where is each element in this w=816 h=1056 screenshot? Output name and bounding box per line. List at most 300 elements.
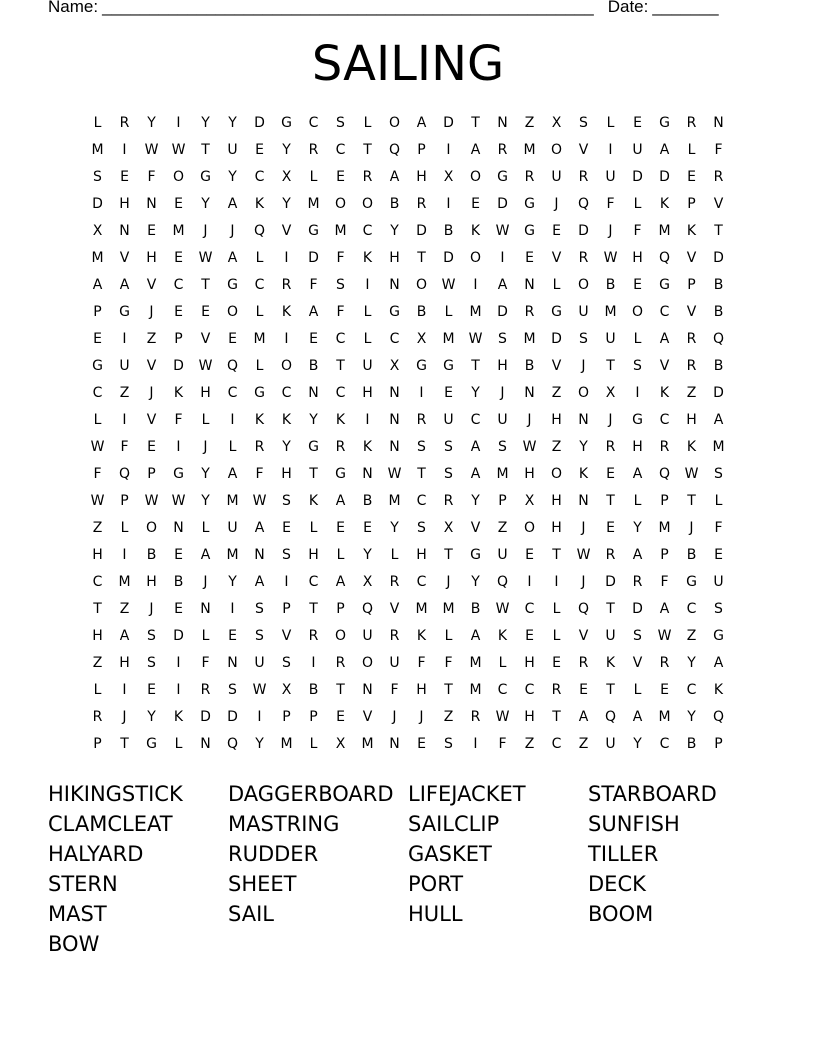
grid-letter: G bbox=[686, 574, 697, 590]
grid-letter: L bbox=[498, 655, 507, 671]
grid-letter: V bbox=[632, 655, 643, 671]
grid-letter: Y bbox=[228, 115, 237, 131]
grid-letter: I bbox=[500, 250, 505, 266]
grid-letter: U bbox=[227, 142, 238, 158]
grid-letter: E bbox=[174, 601, 183, 617]
grid-letter: T bbox=[363, 142, 372, 158]
grid-letter: Y bbox=[363, 547, 372, 563]
grid-letter: V bbox=[713, 196, 724, 212]
grid-letter: U bbox=[713, 574, 724, 590]
grid-letter: E bbox=[174, 547, 183, 563]
grid-letter: C bbox=[686, 601, 697, 617]
grid-letter: D bbox=[713, 250, 724, 266]
grid-letter: D bbox=[605, 574, 616, 590]
grid-letter: O bbox=[577, 277, 590, 293]
grid-letter: R bbox=[389, 574, 400, 590]
grid-letter: Z bbox=[443, 709, 454, 725]
grid-letter: K bbox=[605, 655, 616, 671]
grid-letter: E bbox=[174, 196, 183, 212]
grid-letter: S bbox=[282, 547, 291, 563]
grid-letter: N bbox=[578, 493, 589, 509]
grid-letter: Y bbox=[687, 709, 696, 725]
grid-letter: N bbox=[524, 385, 535, 401]
grid-letter: E bbox=[525, 628, 534, 644]
grid-letter: J bbox=[203, 574, 208, 590]
grid-letter: V bbox=[281, 628, 292, 644]
grid-letter: A bbox=[416, 115, 427, 131]
grid-letter: A bbox=[119, 628, 130, 644]
grid-letter: E bbox=[552, 223, 561, 239]
grid-letter: W bbox=[657, 628, 672, 644]
grid-letter: G bbox=[146, 736, 157, 752]
grid-letter: I bbox=[419, 385, 424, 401]
grid-letter: R bbox=[92, 709, 103, 725]
grid-letter: K bbox=[659, 385, 670, 401]
grid-letter: E bbox=[417, 736, 426, 752]
grid-letter: M bbox=[415, 601, 428, 617]
grid-letter: K bbox=[470, 223, 481, 239]
grid-letter: Y bbox=[201, 196, 210, 212]
grid-letter: T bbox=[714, 223, 723, 239]
grid-letter: M bbox=[334, 223, 347, 239]
grid-letter: D bbox=[227, 709, 238, 725]
grid-letter: N bbox=[524, 277, 535, 293]
grid-letter: W bbox=[441, 277, 456, 293]
grid-letter: N bbox=[389, 412, 400, 428]
grid-letter: P bbox=[174, 331, 183, 347]
grid-letter: Y bbox=[687, 655, 696, 671]
grid-letter: I bbox=[635, 385, 640, 401]
grid-letter: A bbox=[254, 520, 265, 536]
grid-letter: T bbox=[606, 682, 615, 698]
grid-letter: P bbox=[120, 493, 129, 509]
grid-letter: N bbox=[308, 385, 319, 401]
grid-letter: L bbox=[363, 115, 372, 131]
grid-letter: R bbox=[686, 358, 697, 374]
grid-letter: G bbox=[92, 358, 103, 374]
grid-letter: E bbox=[147, 682, 156, 698]
grid-letter: U bbox=[497, 547, 508, 563]
grid-letter: S bbox=[444, 439, 453, 455]
grid-letter: M bbox=[469, 655, 482, 671]
grid-letter: T bbox=[93, 601, 102, 617]
grid-letter: Z bbox=[686, 385, 697, 401]
grid-letter: Q bbox=[658, 250, 671, 266]
grid-letter: Q bbox=[712, 331, 725, 347]
grid-letter: I bbox=[446, 196, 451, 212]
grid-letter: G bbox=[281, 115, 292, 131]
grid-letter: X bbox=[551, 115, 562, 131]
grid-letter: D bbox=[443, 250, 454, 266]
grid-letter: H bbox=[146, 250, 157, 266]
grid-letter: B bbox=[713, 277, 724, 293]
word-list-item: SUNFISH bbox=[588, 812, 680, 836]
grid-letter: Z bbox=[119, 601, 130, 617]
grid-letter: T bbox=[120, 736, 129, 752]
grid-letter: U bbox=[632, 142, 643, 158]
grid-letter: S bbox=[444, 736, 453, 752]
grid-letter: X bbox=[443, 169, 454, 185]
grid-letter: E bbox=[174, 304, 183, 320]
grid-letter: V bbox=[146, 277, 157, 293]
grid-letter: H bbox=[497, 358, 508, 374]
grid-letter: S bbox=[579, 115, 588, 131]
word-list-item: MAST bbox=[48, 902, 107, 926]
word-list-item: HIKINGSTICK bbox=[48, 782, 183, 806]
grid-letter: Y bbox=[147, 709, 156, 725]
grid-letter: X bbox=[335, 736, 346, 752]
grid-letter: W bbox=[495, 601, 510, 617]
grid-letter: E bbox=[147, 223, 156, 239]
grid-letter: U bbox=[443, 412, 454, 428]
grid-letter: E bbox=[147, 439, 156, 455]
grid-letter: Y bbox=[390, 223, 399, 239]
name-label: Name: bbox=[48, 0, 99, 16]
grid-letter: E bbox=[606, 466, 615, 482]
grid-letter: V bbox=[146, 358, 157, 374]
grid-letter: L bbox=[255, 304, 264, 320]
grid-letter: W bbox=[252, 682, 267, 698]
grid-letter: L bbox=[255, 250, 264, 266]
word-list-item: BOW bbox=[48, 932, 100, 956]
grid-letter: J bbox=[581, 574, 586, 590]
grid-letter: T bbox=[687, 493, 696, 509]
grid-letter: A bbox=[227, 196, 238, 212]
grid-letter: J bbox=[527, 412, 532, 428]
grid-letter: J bbox=[608, 223, 613, 239]
word-list-item: BOOM bbox=[588, 902, 654, 926]
grid-letter: W bbox=[468, 331, 483, 347]
grid-letter: T bbox=[336, 358, 345, 374]
grid-letter: G bbox=[173, 466, 184, 482]
grid-letter: O bbox=[172, 169, 185, 185]
grid-letter: L bbox=[363, 304, 372, 320]
grid-letter: H bbox=[308, 547, 319, 563]
grid-letter: F bbox=[390, 682, 399, 698]
grid-row bbox=[84, 191, 732, 218]
grid-letter: Z bbox=[92, 520, 103, 536]
grid-letter: X bbox=[92, 223, 103, 239]
grid-letter: I bbox=[365, 412, 370, 428]
grid-letter: J bbox=[230, 223, 235, 239]
grid-letter: U bbox=[227, 520, 238, 536]
grid-letter: A bbox=[335, 574, 346, 590]
grid-letter: F bbox=[633, 223, 642, 239]
grid-letter: K bbox=[416, 628, 427, 644]
page-title: SAILING bbox=[311, 36, 505, 92]
grid-letter: D bbox=[443, 115, 454, 131]
grid-letter: D bbox=[92, 196, 103, 212]
grid-letter: E bbox=[201, 304, 210, 320]
grid-letter: N bbox=[227, 655, 238, 671]
grid-letter: F bbox=[444, 655, 453, 671]
grid-letter: M bbox=[91, 250, 104, 266]
grid-letter: J bbox=[554, 196, 559, 212]
grid-letter: C bbox=[416, 574, 427, 590]
grid-letter: S bbox=[147, 655, 156, 671]
grid-letter: F bbox=[714, 142, 723, 158]
grid-letter: K bbox=[254, 196, 265, 212]
grid-letter: L bbox=[228, 439, 237, 455]
grid-letter: U bbox=[605, 628, 616, 644]
grid-letter: Z bbox=[686, 628, 697, 644]
grid-letter: I bbox=[473, 277, 478, 293]
grid-letter: Y bbox=[471, 493, 480, 509]
grid-letter: P bbox=[660, 493, 669, 509]
grid-letter: T bbox=[417, 250, 426, 266]
grid-letter: P bbox=[417, 142, 426, 158]
grid-letter: P bbox=[93, 304, 102, 320]
grid-letter: B bbox=[389, 196, 400, 212]
grid-letter: U bbox=[362, 628, 373, 644]
grid-letter: P bbox=[147, 466, 156, 482]
grid-letter: N bbox=[578, 412, 589, 428]
grid-letter: I bbox=[311, 655, 316, 671]
grid-letter: H bbox=[416, 682, 427, 698]
grid-letter: V bbox=[659, 358, 670, 374]
word-list-item: GASKET bbox=[408, 842, 492, 866]
grid-letter: Z bbox=[524, 115, 535, 131]
grid-row bbox=[84, 137, 732, 164]
grid-letter: D bbox=[308, 250, 319, 266]
grid-letter: S bbox=[633, 358, 642, 374]
grid-letter: Y bbox=[201, 493, 210, 509]
grid-letter: R bbox=[416, 196, 427, 212]
grid-letter: E bbox=[471, 196, 480, 212]
grid-letter: S bbox=[147, 628, 156, 644]
grid-letter: W bbox=[171, 142, 186, 158]
grid-letter: G bbox=[389, 304, 400, 320]
grid-letter: L bbox=[309, 520, 318, 536]
grid-letter: S bbox=[498, 331, 507, 347]
grid-letter: C bbox=[362, 223, 373, 239]
grid-letter: Y bbox=[633, 736, 642, 752]
grid-letter: B bbox=[686, 736, 697, 752]
grid-letter: M bbox=[226, 493, 239, 509]
grid-letter: S bbox=[255, 601, 264, 617]
name-field[interactable]: ____________________________________________________ bbox=[102, 0, 594, 16]
grid-letter: A bbox=[632, 466, 643, 482]
grid-letter: D bbox=[254, 115, 265, 131]
grid-letter: V bbox=[686, 250, 697, 266]
grid-letter: S bbox=[228, 682, 237, 698]
grid-letter: U bbox=[254, 655, 265, 671]
grid-letter: A bbox=[659, 142, 670, 158]
grid-letter: E bbox=[579, 682, 588, 698]
grid-letter: A bbox=[497, 277, 508, 293]
grid-letter: I bbox=[554, 574, 559, 590]
grid-letter: Y bbox=[282, 196, 291, 212]
grid-letter: N bbox=[119, 223, 130, 239]
grid-letter: B bbox=[362, 493, 373, 509]
grid-letter: O bbox=[523, 520, 536, 536]
grid-letter: I bbox=[446, 142, 451, 158]
word-list-item: MASTRING bbox=[228, 812, 340, 836]
grid-letter: L bbox=[120, 520, 129, 536]
grid-letter: V bbox=[551, 358, 562, 374]
grid-letter: T bbox=[417, 466, 426, 482]
grid-letter: B bbox=[713, 304, 724, 320]
grid-letter: W bbox=[495, 709, 510, 725]
grid-letter: D bbox=[173, 358, 184, 374]
grid-letter: M bbox=[469, 304, 482, 320]
grid-letter: A bbox=[200, 547, 211, 563]
grid-letter: R bbox=[659, 655, 670, 671]
word-list-item: HULL bbox=[408, 902, 463, 926]
grid-letter: D bbox=[416, 223, 427, 239]
grid-letter: Z bbox=[524, 736, 535, 752]
grid-letter: N bbox=[200, 736, 211, 752]
grid-letter: I bbox=[473, 736, 478, 752]
grid-letter: Z bbox=[578, 736, 589, 752]
grid-letter: E bbox=[714, 547, 723, 563]
grid-letter: Y bbox=[282, 142, 291, 158]
grid-letter: E bbox=[120, 169, 129, 185]
grid-letter: O bbox=[361, 655, 374, 671]
grid-letter: C bbox=[524, 601, 535, 617]
grid-letter: I bbox=[176, 439, 181, 455]
grid-letter: N bbox=[389, 439, 400, 455]
grid-row bbox=[84, 569, 732, 596]
grid-letter: Q bbox=[604, 709, 617, 725]
grid-letter: K bbox=[659, 196, 670, 212]
word-list bbox=[48, 779, 768, 959]
grid-letter: R bbox=[632, 574, 643, 590]
grid-letter: D bbox=[713, 385, 724, 401]
grid-letter: W bbox=[144, 493, 159, 509]
grid-letter: R bbox=[119, 115, 130, 131]
grid-letter: A bbox=[713, 412, 724, 428]
grid-letter: L bbox=[93, 682, 102, 698]
grid-letter: I bbox=[122, 142, 127, 158]
grid-letter: W bbox=[171, 493, 186, 509]
grid-letter: D bbox=[497, 196, 508, 212]
grid-letter: A bbox=[254, 574, 265, 590]
grid-letter: M bbox=[604, 304, 617, 320]
grid-letter: L bbox=[552, 277, 561, 293]
grid-letter: A bbox=[227, 466, 238, 482]
grid-letter: I bbox=[284, 331, 289, 347]
grid-letter: G bbox=[443, 358, 454, 374]
grid-letter: U bbox=[578, 304, 589, 320]
grid-letter: C bbox=[470, 412, 481, 428]
grid-letter: K bbox=[281, 412, 292, 428]
grid-letter: O bbox=[577, 385, 590, 401]
grid-letter: L bbox=[309, 169, 318, 185]
grid-letter: S bbox=[714, 601, 723, 617]
grid-letter: A bbox=[470, 628, 481, 644]
grid-letter: C bbox=[335, 331, 346, 347]
grid-letter: R bbox=[578, 655, 589, 671]
grid-row bbox=[84, 542, 732, 569]
grid-letter: G bbox=[524, 223, 535, 239]
grid-letter: J bbox=[581, 358, 586, 374]
grid-letter: N bbox=[146, 196, 157, 212]
grid-letter: M bbox=[91, 142, 104, 158]
grid-letter: X bbox=[281, 169, 292, 185]
grid-letter: Y bbox=[147, 115, 156, 131]
grid-letter: E bbox=[174, 250, 183, 266]
grid-letter: D bbox=[173, 628, 184, 644]
grid-letter: V bbox=[686, 304, 697, 320]
grid-letter: Q bbox=[388, 142, 401, 158]
header-line bbox=[48, 0, 719, 17]
grid-letter: I bbox=[176, 115, 181, 131]
grid-letter: T bbox=[309, 466, 318, 482]
grid-letter: I bbox=[608, 142, 613, 158]
grid-letter: R bbox=[308, 142, 319, 158]
grid-row bbox=[84, 731, 732, 758]
grid-letter: L bbox=[201, 520, 210, 536]
grid-letter: S bbox=[417, 520, 426, 536]
grid-letter: C bbox=[524, 682, 535, 698]
grid-letter: S bbox=[444, 466, 453, 482]
grid-letter: B bbox=[416, 304, 427, 320]
grid-letter: N bbox=[362, 682, 373, 698]
grid-letter: U bbox=[389, 655, 400, 671]
grid-letter: J bbox=[149, 304, 154, 320]
grid-letter: G bbox=[308, 439, 319, 455]
grid-letter: R bbox=[686, 115, 697, 131]
grid-letter: E bbox=[336, 520, 345, 536]
grid-letter: I bbox=[122, 682, 127, 698]
grid-row bbox=[84, 515, 732, 542]
grid-letter: H bbox=[686, 412, 697, 428]
grid-letter: P bbox=[93, 736, 102, 752]
grid-letter: S bbox=[336, 115, 345, 131]
grid-letter: R bbox=[578, 169, 589, 185]
grid-letter: C bbox=[416, 493, 427, 509]
grid-letter: E bbox=[525, 547, 534, 563]
grid-letter: F bbox=[498, 736, 507, 752]
grid-letter: Q bbox=[118, 466, 131, 482]
grid-letter: H bbox=[524, 655, 535, 671]
grid-letter: L bbox=[633, 493, 642, 509]
word-list-item: SHEET bbox=[228, 872, 297, 896]
grid-letter: E bbox=[525, 250, 534, 266]
grid-letter: M bbox=[172, 223, 185, 239]
grid-letter: L bbox=[633, 331, 642, 347]
grid-row bbox=[84, 596, 732, 623]
grid-letter: L bbox=[633, 682, 642, 698]
grid-letter: N bbox=[713, 115, 724, 131]
date-field[interactable]: _______ bbox=[652, 0, 719, 16]
grid-letter: F bbox=[147, 169, 156, 185]
grid-letter: F bbox=[417, 655, 426, 671]
grid-letter: B bbox=[308, 682, 319, 698]
grid-letter: F bbox=[714, 520, 723, 536]
grid-letter: M bbox=[118, 574, 131, 590]
grid-letter: A bbox=[659, 331, 670, 347]
grid-letter: S bbox=[498, 439, 507, 455]
grid-letter: M bbox=[523, 331, 536, 347]
grid-letter: Q bbox=[712, 709, 725, 725]
grid-letter: D bbox=[632, 601, 643, 617]
grid-letter: U bbox=[605, 736, 616, 752]
grid-letter: T bbox=[552, 709, 561, 725]
grid-letter: M bbox=[469, 682, 482, 698]
grid-letter: E bbox=[309, 331, 318, 347]
grid-letter: E bbox=[228, 628, 237, 644]
grid-letter: J bbox=[149, 601, 154, 617]
grid-letter: A bbox=[659, 601, 670, 617]
grid-letter: V bbox=[200, 331, 211, 347]
grid-letter: H bbox=[281, 466, 292, 482]
grid-letter: W bbox=[576, 547, 591, 563]
word-list-item: HALYARD bbox=[48, 842, 144, 866]
grid-letter: B bbox=[605, 277, 616, 293]
grid-letter: G bbox=[335, 466, 346, 482]
